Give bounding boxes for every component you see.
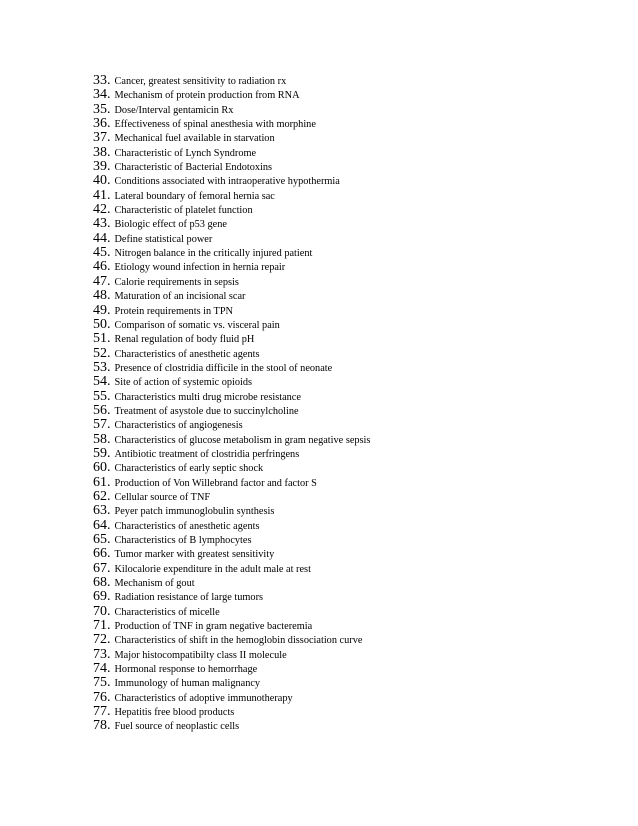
item-text: Calorie requirements in sepsis (114, 276, 239, 288)
item-text: Characteristic of platelet function (114, 205, 253, 217)
item-text: Characteristics of B lymphocytes (114, 535, 252, 546)
list-item (93, 159, 370, 173)
item-number: 60. (93, 460, 111, 476)
list-item (93, 216, 370, 230)
list-item (93, 647, 370, 661)
item-number: 76. (93, 689, 111, 705)
list-item (93, 331, 370, 345)
item-text: Define statistical power (114, 233, 213, 245)
item-text: Characteristics of anesthetic agents (114, 520, 260, 532)
item-number: 42. (93, 202, 111, 218)
item-number: 73. (93, 646, 111, 662)
item-number: 75. (93, 675, 111, 691)
list-item (93, 403, 370, 417)
item-text: Characteristics of anesthetic agents (114, 348, 260, 360)
list-item (93, 503, 370, 517)
item-text: Treatment of asystole due to succinylcholine (114, 405, 299, 417)
list-item (93, 87, 370, 101)
item-number: 52. (93, 345, 111, 361)
item-text: Kilocalorie expenditure in the adult male at rest (114, 563, 311, 575)
item-text: Cellular source of TNF (114, 491, 211, 503)
list-item (93, 460, 370, 474)
item-number: 49. (93, 302, 111, 318)
item-text: Mechanical fuel available in starvation (114, 133, 275, 145)
list-item (93, 489, 370, 503)
item-number: 36. (93, 116, 111, 132)
list-item (93, 374, 370, 388)
item-text: Maturation of an incisional scar (114, 291, 246, 303)
list-item (93, 303, 370, 317)
item-text: Production of TNF in gram negative bacteremia (114, 621, 313, 633)
list-item (93, 604, 370, 618)
list-item (93, 231, 370, 245)
item-text: Comparison of somatic vs. visceral pain (114, 319, 280, 331)
item-number: 72. (93, 632, 111, 648)
list-item (93, 389, 370, 403)
item-number: 77. (93, 704, 111, 720)
item-number: 33. (93, 73, 111, 88)
item-text: Peyer patch immunoglobulin synthesis (114, 506, 275, 518)
list-item (93, 130, 370, 144)
item-text: Characteristics of glucose metabolism in gram negative sepsis (114, 434, 371, 446)
item-number: 66. (93, 546, 111, 562)
item-text: Characteristics of early septic shock (114, 463, 264, 475)
item-text: Characteristic of Bacterial Endotoxins (114, 162, 273, 174)
item-number: 51. (93, 331, 111, 347)
item-text: Tumor marker with greatest sensitivity (114, 549, 275, 561)
item-number: 78. (93, 718, 111, 734)
item-text: Mechanism of gout (114, 578, 195, 590)
item-text: Characteristics of micelle (114, 606, 220, 618)
item-text: Hepatitis free blood products (114, 707, 235, 719)
list-item (93, 188, 370, 202)
list-item (93, 589, 370, 603)
item-text: Mechanism of protein production from RNA (114, 90, 300, 102)
item-number: 59. (93, 445, 111, 461)
list-item (93, 102, 370, 116)
list-item (93, 360, 370, 374)
item-number: 40. (93, 173, 111, 189)
list-item (93, 718, 370, 732)
item-text: Renal regulation of body fluid pH (114, 334, 255, 346)
item-text: Biologic effect of p53 gene (114, 219, 227, 231)
item-text: Characteristics of adoptive immunotherapy (114, 692, 293, 704)
list-item (93, 288, 370, 302)
list-item (93, 704, 370, 718)
item-number: 54. (93, 374, 111, 390)
list-item (93, 632, 370, 646)
item-text: Immunology of human malignancy (114, 678, 261, 690)
list-item (93, 317, 370, 331)
list-item (93, 346, 370, 360)
list-item (93, 475, 370, 489)
item-text: Fuel source of neoplastic cells (114, 721, 240, 733)
item-text: Presence of clostridia difficile in the stool of neonate (114, 362, 333, 374)
item-number: 58. (93, 431, 111, 447)
list-item (93, 173, 370, 187)
item-number: 46. (93, 259, 111, 275)
item-text: Characteristics of angiogenesis (114, 420, 243, 432)
item-number: 53. (93, 359, 111, 375)
item-text: Radiation resistance of large tumors (114, 592, 264, 604)
item-text: Antibiotic treatment of clostridia perfringens (114, 448, 300, 460)
list-item (93, 116, 370, 130)
item-number: 63. (93, 503, 111, 519)
item-number: 47. (93, 273, 111, 289)
item-text: Cancer, greatest sensitivity to radiation rx (114, 76, 287, 87)
list-item (93, 202, 370, 216)
list-item (93, 618, 370, 632)
item-number: 61. (93, 474, 111, 490)
list-item (93, 532, 370, 546)
item-text: Site of action of systemic opioids (114, 377, 253, 389)
list-item (93, 575, 370, 589)
question-topic-list (93, 73, 370, 733)
item-number: 62. (93, 488, 111, 504)
list-item (93, 690, 370, 704)
list-item (93, 518, 370, 532)
list-item (93, 661, 370, 675)
item-text: Production of Von Willebrand factor and factor S (114, 477, 317, 489)
item-number: 57. (93, 417, 111, 433)
item-text: Effectiveness of spinal anesthesia with morphine (114, 119, 316, 131)
item-number: 39. (93, 159, 111, 175)
item-number: 50. (93, 316, 111, 332)
item-number: 48. (93, 288, 111, 304)
item-text: Protein requirements in TPN (114, 305, 233, 317)
list-item (93, 274, 370, 288)
item-number: 71. (93, 618, 111, 634)
list-item (93, 259, 370, 273)
list-item (93, 245, 370, 259)
list-item (93, 561, 370, 575)
item-text: Characteristics of shift in the hemoglobin dissociation curve (114, 635, 363, 647)
list-item (93, 675, 370, 689)
item-number: 34. (93, 87, 111, 103)
item-number: 68. (93, 575, 111, 591)
item-number: 45. (93, 245, 111, 261)
item-number: 43. (93, 216, 111, 232)
list-item (93, 432, 370, 446)
item-number: 44. (93, 230, 111, 246)
list-item (93, 145, 370, 159)
item-number: 35. (93, 101, 111, 117)
list-item (93, 546, 370, 560)
item-text: Conditions associated with intraoperative hypothermia (114, 176, 340, 188)
item-number: 74. (93, 661, 111, 677)
item-number: 64. (93, 517, 111, 533)
item-number: 41. (93, 187, 111, 203)
item-number: 69. (93, 589, 111, 605)
list-item (93, 417, 370, 431)
item-text: Characteristic of Lynch Syndrome (114, 147, 257, 159)
item-number: 70. (93, 603, 111, 619)
item-text: Hormonal response to hemorrhage (114, 664, 258, 676)
item-text: Lateral boundary of femoral hernia sac (114, 190, 275, 202)
item-text: Etiology wound infection in hernia repair (114, 262, 286, 274)
item-number: 67. (93, 560, 111, 576)
item-number: 38. (93, 144, 111, 160)
item-text: Nitrogen balance in the critically injured patient (114, 248, 313, 260)
list-item (93, 73, 370, 87)
item-text: Characteristics multi drug microbe resistance (114, 391, 301, 403)
list-item (93, 446, 370, 460)
item-number: 55. (93, 388, 111, 404)
item-text: Dose/Interval gentamicin Rx (114, 104, 234, 116)
item-number: 37. (93, 130, 111, 146)
item-number: 65. (93, 532, 111, 547)
item-text: Major histocompatibilty class II molecule (114, 649, 287, 661)
item-number: 56. (93, 402, 111, 418)
